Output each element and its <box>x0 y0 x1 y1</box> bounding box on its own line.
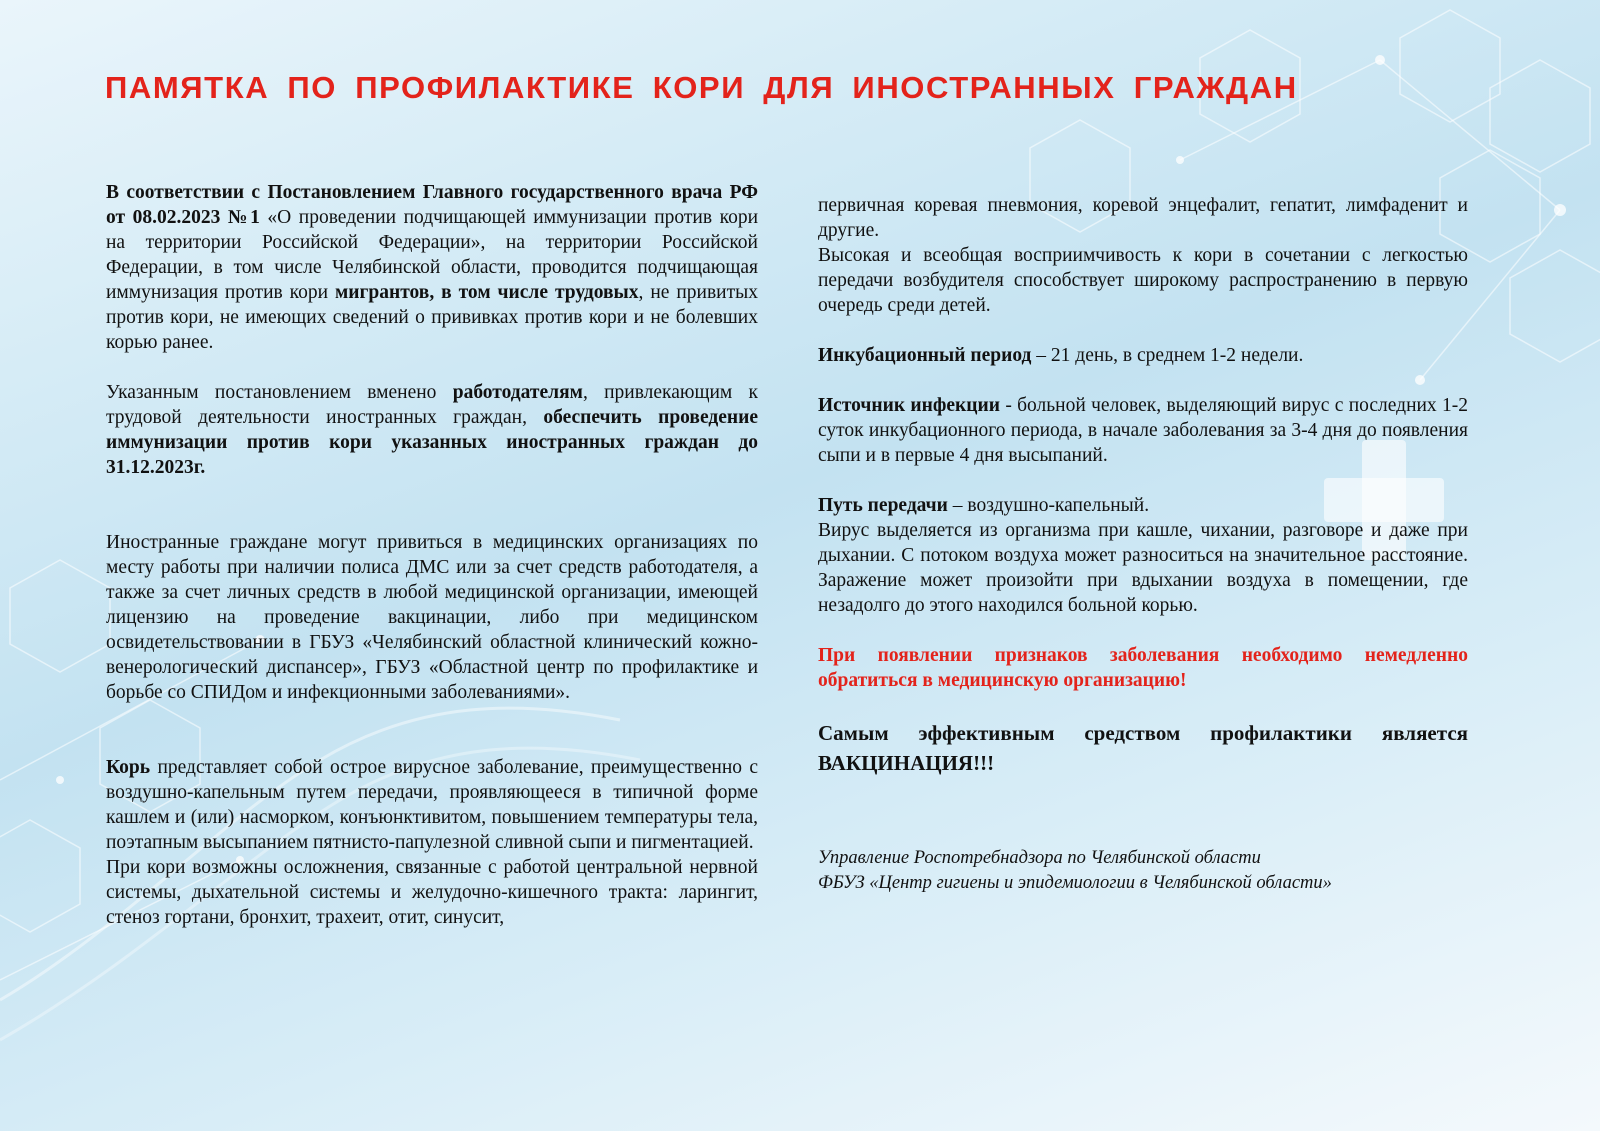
complications-paragraph: При кори возможны осложнения, связанные с работой центральной нервной системы, дыхательной системы и желудочно-кишечного тракта: ларингит, стеноз гортани, бронхит, трахеит, отит, синусит, <box>106 857 758 928</box>
measles-description-paragraph: Корь представляет собой острое вирусное заболевание, преимущественно с воздушно-капельным путем передачи, проявляющееся в типичной форме кашлем и (или) насморком, конъюнктивитом, повышением температуры тела, поэтапным высыпанием пятнисто-папулезной сливной сыпи и пигментацией. <box>106 757 759 853</box>
decree-paragraph: В соответствии с Постановлением Главного государственного врача РФ от 08.02.2023 №1 «О проведении подчищающей иммунизации против кори на территории Российской Федерации», на территории Российской Федерации, в том числе Челябинской области, проводится подчищающая иммунизация против кори мигрантов, в том числе трудовых, не привитых против кори, не имеющих сведений о прививках против кори и не болевших корью ранее. <box>106 182 759 353</box>
signature-line-1: Управление Роспотребнадзора по Челябинской области <box>818 848 1261 868</box>
incubation-paragraph: Инкубационный период – 21 день, в среднем 1-2 недели. <box>818 345 1304 366</box>
warning-paragraph: При появлении признаков заболевания необходимо немедленно обратиться в медицинскую организацию! <box>818 645 1468 691</box>
transmission-route-paragraph: Путь передачи – воздушно-капельный. <box>818 495 1150 516</box>
complications-continued: первичная коревая пневмония, коревой энцефалит, гепатит, лимфаденит и другие. <box>818 195 1468 241</box>
right-column <box>818 193 1468 896</box>
vaccination-places-paragraph: Иностранные граждане могут привиться в медицинских организациях по месту работы при наличии полиса ДМС или за счет средств работодателя, а также за счет личных средств в любой медицинской организации, имеющей лицензию на проведение вакцинации, либо при медицинском освидетельствовании в ГБУЗ «Челябинский областной клинический кожно-венерологический диспансер», ГБУЗ «Областной центр по профилактике и борьбе со СПИДом и инфекционными заболеваниями». <box>106 532 758 703</box>
susceptibility-paragraph: Высокая и всеобщая восприимчивость к кори в сочетании с легкостью передачи возбудителя способствует широкому распространению в первую очередь среди детей. <box>818 245 1468 316</box>
transmission-detail-paragraph: Вирус выделяется из организма при кашле, чихании, разговоре и даже при дыхании. С потоком воздуха может разноситься на значительное расстояние. Заражение может произойти при вдыхании воздуха в помещении, где незадолго до этого находился больной корью. <box>818 520 1468 616</box>
employer-paragraph: Указанным постановлением вменено работодателям, привлекающим к трудовой деятельности иностранных граждан, обеспечить проведение иммунизации против кори указанных иностранных граждан до 31.12.2023г. <box>106 382 758 478</box>
page-title: ПАМЯТКА ПО ПРОФИЛАКТИКЕ КОРИ ДЛЯ ИНОСТРАННЫХ ГРАЖДАН <box>105 70 1298 105</box>
left-column <box>106 180 758 930</box>
signature-line-2: ФБУЗ «Центр гигиены и эпидемиологии в Челябинской области» <box>818 873 1332 893</box>
infection-source-paragraph: Источник инфекции - больной человек, выделяющий вирус с последних 1-2 суток инкубационного периода, в начале заболевания за 3-4 дня до появления сыпи и в первые 4 дня высыпаний. <box>818 395 1469 466</box>
vaccination-callout: Самым эффективным средством профилактики является ВАКЦИНАЦИЯ!!! <box>818 721 1468 775</box>
